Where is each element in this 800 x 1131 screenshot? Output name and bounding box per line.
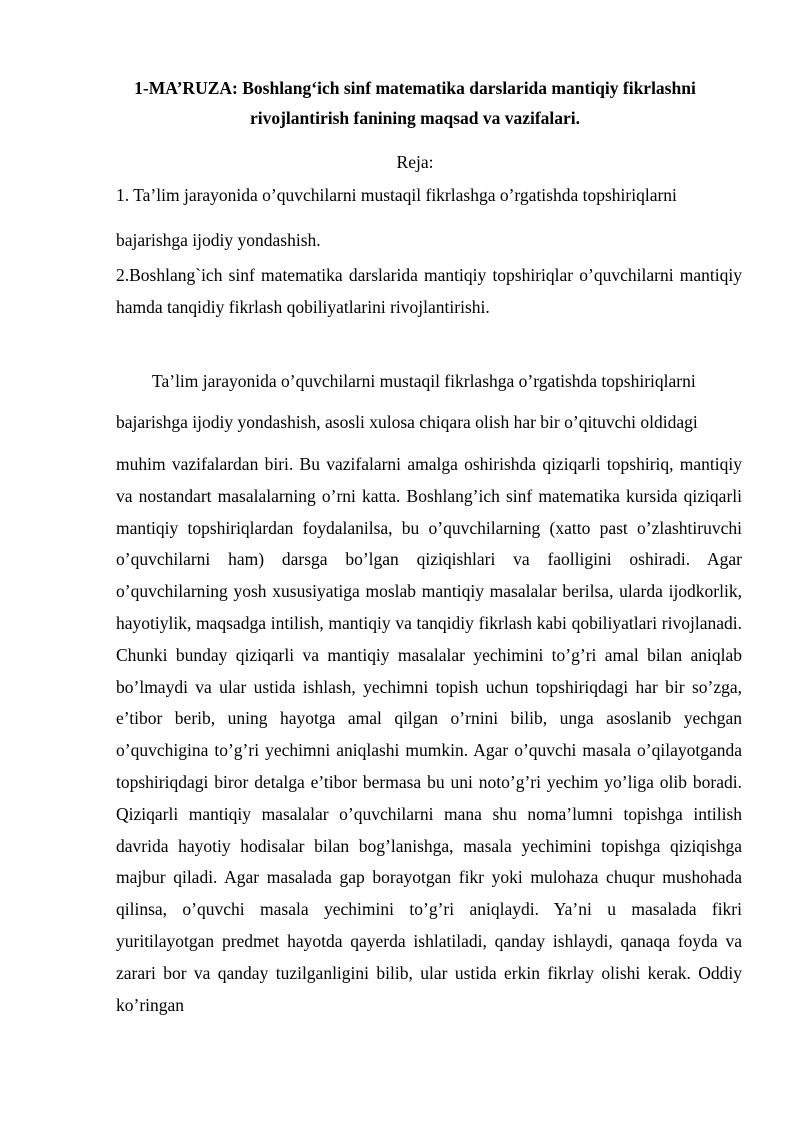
lecture-title: 1-MA’RUZA: Boshlang‘ich sinf matematika darslarida mantiqiy fikrlashni rivojlantirish fanining maqsad va vazifalari. — [134, 78, 696, 128]
body-line-2: bajarishga ijodiy yondashish, asosli xulosa chiqara olish har bir o’qituvchi oldidagi — [116, 412, 698, 432]
plan-item-2: 2.Boshlang`ich sinf matematika darslarida mantiqiy topshiriqlar o’quvchilarni mantiqiy hamda tanqidiy fikrlash qobiliyatlarini rivojlantirishi. — [116, 265, 742, 317]
body-line-1: Ta’lim jarayonida o’quvchilarni mustaqil fikrlashga o’rgatishda topshiriqlarni — [152, 371, 696, 391]
plan-item-1-line-2: bajarishga ijodiy yondashish. — [116, 230, 321, 250]
body-paragraph: muhim vazifalardan biri. Bu vazifalarni amalga oshirishda qiziqarli topshiriq, mantiqiy va nostandart masalalarning o’rni katta. Boshlang’ich sinf matematika kursida qiziqarli mantiqiy topshiriqlardan foydalanilsa, bu o’quvchilarning (xatto past o’zlashtiruvchi o’quvchilarni ham) darsga bo’lgan qiziqishlari va faolligini oshiradi. Agar o’quvchilarning yosh xususiyatiga moslab mantiqiy masalalar berilsa, ularda ijodkorlik, hayotiylik, maqsadga intilish, mantiqiy va tanqidiy fikrlash kabi qobiliyatlari rivojlanadi. Chunki bunday qiziqarli va mantiqiy masalalar yechimini to’g’ri amal bilan aniqlab bo’lmaydi va ular ustida ishlash, yechimni topish uchun topshiriqdagi har bir so’zga, e’tibor berib, uning hayotga amal qilgan o’rnini bilib, unga asoslanib yechgan o’quvchigina to’g’ri yechimni aniqlashi mumkin. Agar o’quvchi masala o’qilayotganda topshiriqdagi biror detalga e’tibor bermasa bu uni noto’g’ri yechim yo’liga olib boradi. Qiziqarli mantiqiy masalalar o’quvchilarni mana shu noma’lumni topishga intilish davrida hayotiy hodisalar bilan bog’lanishga, masala yechimini topishga qiziqishga majbur qiladi. Agar masalada gap borayotgan fikr yoki mulohaza chuqur mushohada qilinsa, o’quvchi masala yechimini to’g’ri aniqlaydi. Ya’ni u masalada fikri yuritilayotgan predmet hayotda qayerda ishlatiladi, qanday ishlaydi, qanaqa foyda va zarari bor va qanday tuzilganligini bilib, ular ustida erkin fikrlay olishi kerak. Oddiy ko’ringan — [116, 454, 742, 1015]
plan-heading: Reja: — [396, 152, 434, 172]
plan-item-1-line-1: 1. Ta’lim jarayonida o’quvchilarni mustaqil fikrlashga o’rgatishda topshiriqlarni — [116, 185, 677, 205]
